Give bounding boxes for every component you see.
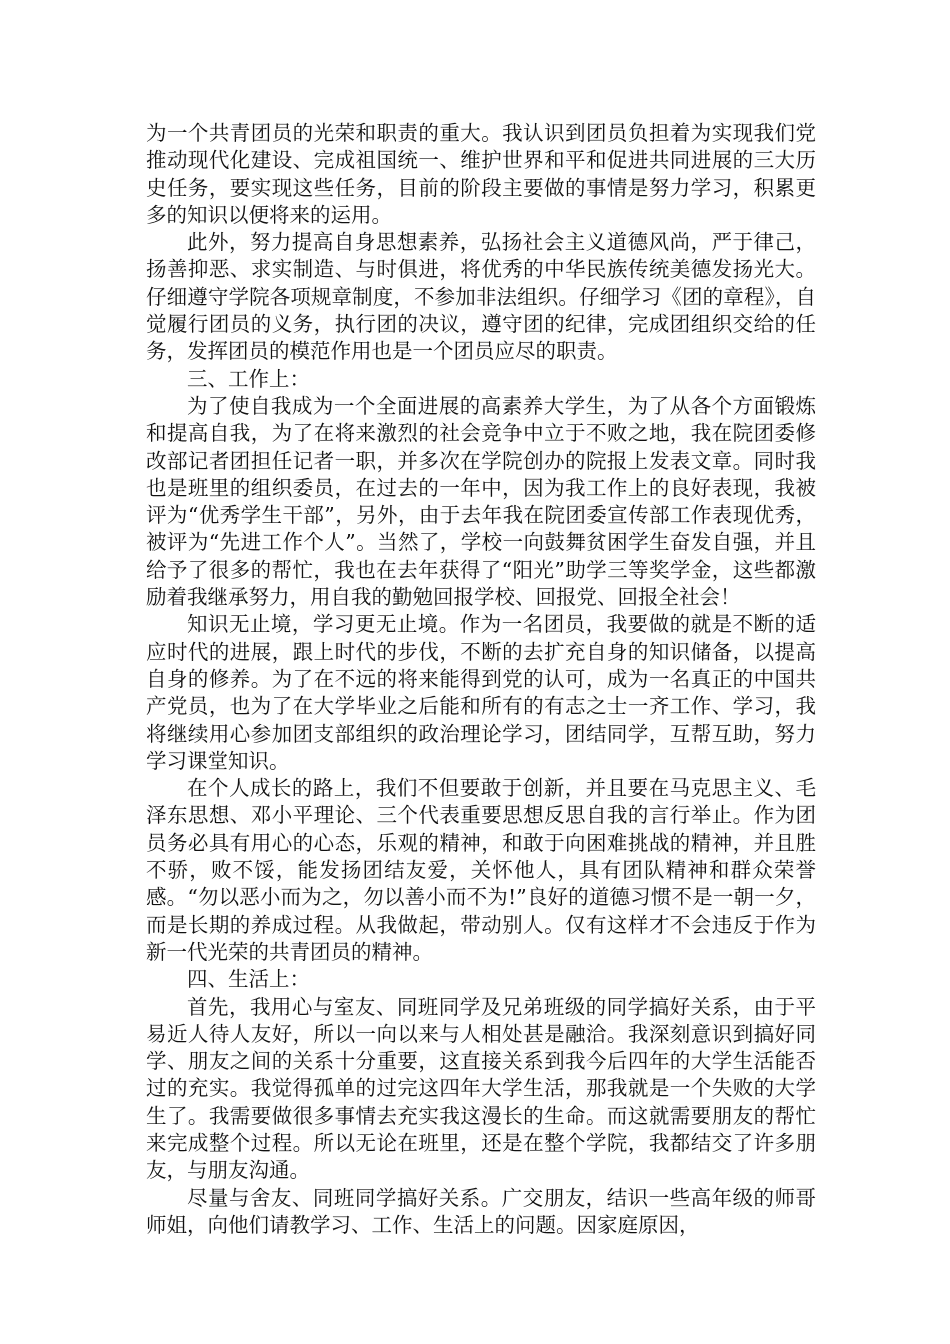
section-heading-life: 四、生活上： [187,967,310,992]
paragraph-2: 此外，努力提高自身思想素养，弘扬社会主义道德风尚，严于律己，扬善抑恶、求实制造、与时俱进，将优秀的中华民族传统美德发扬光大。仔细遵守学院各项规章制度，不参加非法组织。仔细学习《团的章程》，自觉履行团员的义务，执行团的决议，遵守团的纪律，完成团组织交给的任务，发挥团员的模范作用也是一个团员应尽的职责。 [146,230,816,364]
section-heading-work: 三、工作上： [187,366,310,391]
paragraph-1: 为一个共青团员的光荣和职责的重大。我认识到团员负担着为实现我们党推动现代化建设、完成祖国统一、维护世界和平和促进共同进展的三大历史任务，要实现这些任务，目前的阶段主要做的事情是努力学习，积累更多的知识以便将来的运用。 [146,121,816,227]
paragraph-7: 尽量与舍友、同班同学搞好关系。广交朋友，结识一些高年级的师哥师姐，向他们请教学习、工作、生活上的问题。因家庭原因， [146,1185,816,1237]
document-body [146,120,816,1239]
paragraph-5: 在个人成长的路上，我们不但要敢于创新，并且要在马克思主义、毛泽东思想、邓小平理论、三个代表重要思想反思自我的言行举止。作为团员务必具有用心的心态，乐观的精神，和敢于向困难挑战的精神，并且胜不骄，败不馁，能发扬团结友爱，关怀他人，具有团队精神和群众荣誉感。“勿以恶小而为之，勿以善小而不为!”良好的道德习惯不是一朝一夕，而是长期的养成过程。从我做起，带动别人。仅有这样才不会违反于作为新一代光荣的共青团员的精神。 [146,776,816,964]
paragraph-6: 首先，我用心与室友、同班同学及兄弟班级的同学搞好关系，由于平易近人待人友好，所以一向以来与人相处甚是融洽。我深刻意识到搞好同学、朋友之间的关系十分重要，这直接关系到我今后四年的大学生活能否过的充实。我觉得孤单的过完这四年大学生活，那我就是一个失败的大学生了。我需要做很多事情去充实我这漫长的生命。而这就需要朋友的帮忙来完成整个过程。所以无论在班里，还是在整个学院，我都结交了许多朋友，与朋友沟通。 [146,994,816,1183]
paragraph-4: 知识无止境，学习更无止境。作为一名团员，我要做的就是不断的适应时代的进展，跟上时代的步伐，不断的去扩充自身的知识储备，以提高自身的修养。为了在不远的将来能得到党的认可，成为一名真正的中国共产党员，也为了在大学毕业之后能和所有的有志之士一齐工作、学习，我将继续用心参加团支部组织的政治理论学习，团结同学，互帮互助，努力学习课堂知识。 [146,612,816,773]
paragraph-3: 为了使自我成为一个全面进展的高素养大学生，为了从各个方面锻炼和提高自我，为了在将来激烈的社会竞争中立于不败之地，我在院团委修改部记者团担任记者一职，并多次在学院创办的院报上发表文章。同时我也是班里的组织委员，在过去的一年中，因为我工作上的良好表现，我被评为“优秀学生干部”，另外，由于去年我在院团委宣传部工作表现优秀，被评为“先进工作个人”。当然了，学校一向鼓舞贫困学生奋发自强，并且给予了很多的帮忙，我也在去年获得了“阳光”助学三等奖学金，这些都激励着我继承努力，用自我的勤勉回报学校、回报党、回报全社会！ [146,393,816,610]
